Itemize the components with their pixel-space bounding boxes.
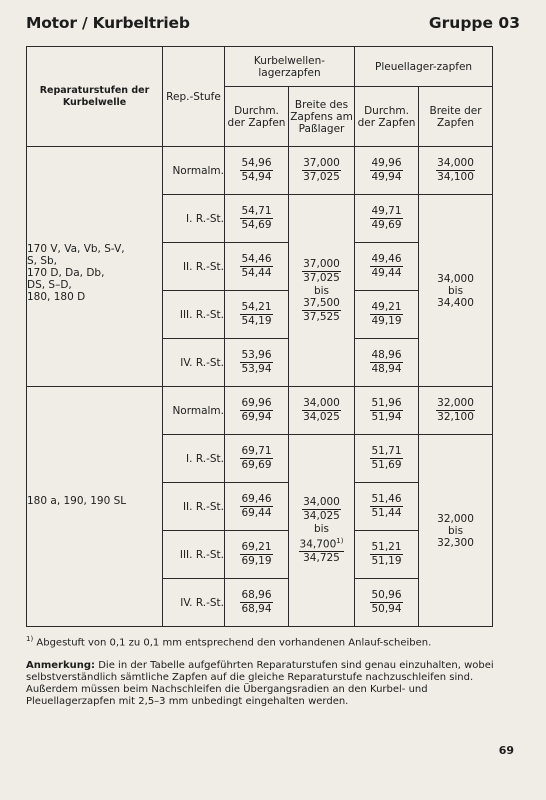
crank-diameter-max: 69,46 — [241, 493, 272, 505]
crank-width-normal-max: 34,000 — [303, 397, 340, 409]
conrod-width-from: 34,000 — [437, 272, 474, 285]
crank-diameter — [240, 589, 272, 616]
rep-stage: I. R.-St. — [163, 195, 225, 243]
repair-stages-table — [26, 46, 493, 627]
crank-diameter-max: 54,96 — [241, 157, 272, 169]
conrod-width-to: 34,400 — [437, 296, 474, 309]
conrod-diameter — [370, 157, 402, 184]
crank-diameter-min: 54,44 — [241, 267, 272, 279]
conrod-width-to: 32,300 — [437, 536, 474, 549]
crank-diameter-min: 69,94 — [241, 411, 272, 423]
rep-stage: IV. R.-St. — [163, 579, 225, 627]
conrod-diameter-max: 49,46 — [371, 253, 402, 265]
crank-diameter-cell — [225, 579, 289, 627]
conrod-width-normal — [436, 157, 475, 184]
motor-model-line: 170 V, Va, Vb, S-V, — [27, 243, 125, 255]
header-repair-stages: Reparaturstufen der Kurbelwelle — [27, 47, 163, 147]
conrod-diameter-cell — [355, 147, 419, 195]
rep-stage: II. R.-St. — [163, 243, 225, 291]
motor-models-cell — [27, 147, 163, 387]
crank-diameter — [240, 445, 272, 472]
crank-width-repair-from — [302, 496, 341, 523]
conrod-diameter — [370, 301, 402, 328]
crank-diameter-min: 69,19 — [241, 555, 272, 567]
header-kw-diameter: Durchm. der Zapfen — [225, 87, 289, 147]
conrod-diameter-min: 51,19 — [371, 555, 402, 567]
crank-diameter-min: 69,44 — [241, 507, 272, 519]
table-row — [27, 147, 493, 195]
conrod-diameter-min: 51,44 — [371, 507, 402, 519]
crank-diameter-cell — [225, 483, 289, 531]
page-number: 69 — [498, 744, 514, 757]
table-row — [27, 387, 493, 435]
conrod-width-normal-max: 32,000 — [437, 397, 474, 409]
crank-width-normal-cell — [289, 147, 355, 195]
conrod-width-normal-cell — [419, 387, 493, 435]
crank-width-repair-to — [299, 535, 345, 566]
crank-diameter-max: 53,96 — [241, 349, 272, 361]
crank-width-normal — [302, 397, 341, 424]
crank-diameter-max: 54,46 — [241, 253, 272, 265]
conrod-diameter — [370, 205, 402, 232]
motor-model-line: 180 a, 190, 190 SL — [27, 495, 127, 507]
page-header — [26, 14, 520, 38]
conrod-diameter-cell — [355, 531, 419, 579]
conrod-diameter — [370, 445, 402, 472]
conrod-diameter-cell — [355, 291, 419, 339]
crank-width-from-max: 37,000 — [303, 257, 340, 270]
crank-diameter-min: 54,19 — [241, 315, 272, 327]
conrod-diameter — [370, 397, 402, 424]
range-word: bis — [447, 524, 464, 537]
crank-width-normal-min: 34,025 — [303, 411, 340, 423]
crank-diameter-cell — [225, 291, 289, 339]
conrod-diameter-min: 49,19 — [371, 315, 402, 327]
conrod-width-normal-min: 34,100 — [437, 171, 474, 183]
crank-width-to-max — [302, 297, 341, 311]
footnote-marker: 1) — [26, 635, 34, 643]
crank-width-from-min: 37,025 — [303, 271, 340, 284]
conrod-width-repair-cell — [419, 435, 493, 627]
rep-stage: IV. R.-St. — [163, 339, 225, 387]
conrod-width-repair-cell — [419, 195, 493, 387]
conrod-diameter-min: 48,94 — [371, 363, 402, 375]
footnote-text: Abgestuft von 0,1 zu 0,1 mm entsprechend den vorhandenen Anlauf-scheiben. — [36, 637, 432, 649]
header-kw-width: Breite des Zapfens am Paßlager — [289, 87, 355, 147]
rep-stage: Normalm. — [163, 147, 225, 195]
conrod-diameter-max: 49,71 — [371, 205, 402, 217]
crank-diameter — [240, 349, 272, 376]
conrod-diameter — [370, 253, 402, 280]
crank-diameter-min: 53,94 — [241, 363, 272, 375]
conrod-diameter-min: 49,44 — [371, 267, 402, 279]
rep-stage: III. R.-St. — [163, 531, 225, 579]
conrod-diameter-max: 50,96 — [371, 589, 402, 601]
conrod-diameter — [370, 493, 402, 520]
conrod-diameter-min: 50,94 — [371, 603, 402, 615]
conrod-diameter-max: 49,21 — [371, 301, 402, 313]
crank-width-repair-from — [302, 258, 341, 285]
rep-stage: III. R.-St. — [163, 291, 225, 339]
crank-diameter — [240, 157, 272, 184]
conrod-diameter-max: 49,96 — [371, 157, 402, 169]
motor-model-line: DS, S–D, — [27, 279, 72, 291]
crank-diameter-max: 69,96 — [241, 397, 272, 409]
crank-width-to-max-value: 37,500 — [303, 296, 340, 309]
motor-model-line: 170 D, Da, Db, — [27, 267, 105, 279]
crank-width-repair-cell — [289, 435, 355, 627]
crank-diameter — [240, 205, 272, 232]
crank-diameter-max: 68,96 — [241, 589, 272, 601]
crank-width-normal-min: 37,025 — [303, 171, 340, 183]
crank-diameter-min: 54,69 — [241, 219, 272, 231]
range-word: bis — [447, 284, 464, 297]
conrod-diameter-max: 51,96 — [371, 397, 402, 409]
footnote-ref: 1) — [336, 536, 344, 545]
header-rep-stage: Rep.-Stufe — [163, 47, 225, 147]
crank-diameter-max: 54,21 — [241, 301, 272, 313]
conrod-diameter-min: 51,94 — [371, 411, 402, 423]
conrod-diameter-cell — [355, 387, 419, 435]
crank-width-from-max: 34,000 — [303, 495, 340, 508]
conrod-width-normal-min: 32,100 — [437, 411, 474, 423]
crank-diameter-min: 68,94 — [241, 603, 272, 615]
crank-diameter-min: 69,69 — [241, 459, 272, 471]
conrod-diameter-cell — [355, 339, 419, 387]
conrod-diameter-cell — [355, 483, 419, 531]
crank-diameter — [240, 253, 272, 280]
crank-diameter-min: 54,94 — [241, 171, 272, 183]
motor-model-line: 180, 180 D — [27, 291, 86, 303]
conrod-width-normal-max: 34,000 — [437, 157, 474, 169]
conrod-width-from: 32,000 — [437, 512, 474, 525]
crank-diameter-cell — [225, 243, 289, 291]
crank-width-normal-max: 37,000 — [303, 157, 340, 169]
header-pl-diameter: Durchm. der Zapfen — [355, 87, 419, 147]
footnote — [26, 633, 520, 649]
conrod-diameter — [370, 589, 402, 616]
conrod-diameter-min: 51,69 — [371, 459, 402, 471]
header-conrod-journal: Pleuellager-zapfen — [355, 47, 493, 87]
conrod-diameter — [370, 541, 402, 568]
conrod-diameter-max: 51,21 — [371, 541, 402, 553]
range-word: bis — [313, 522, 330, 535]
crank-diameter — [240, 397, 272, 424]
crank-diameter-cell — [225, 435, 289, 483]
remark-label: Anmerkung: — [26, 660, 96, 671]
rep-stage: II. R.-St. — [163, 483, 225, 531]
motor-models-cell — [27, 387, 163, 627]
crank-width-to-max — [299, 535, 345, 553]
conrod-width-normal — [436, 397, 475, 424]
crank-diameter-cell — [225, 531, 289, 579]
crank-diameter-cell — [225, 339, 289, 387]
section-title: Motor / Kurbeltrieb — [26, 14, 190, 32]
conrod-diameter-max: 51,46 — [371, 493, 402, 505]
conrod-diameter-max: 51,71 — [371, 445, 402, 457]
group-label: Gruppe 03 — [428, 14, 520, 32]
crank-width-repair-to — [302, 297, 341, 324]
crank-diameter-cell — [225, 147, 289, 195]
crank-diameter — [240, 541, 272, 568]
rep-stage: I. R.-St. — [163, 435, 225, 483]
rep-stage: Normalm. — [163, 387, 225, 435]
remark — [26, 660, 520, 708]
motor-model-line: S, Sb, — [27, 255, 58, 267]
crank-diameter-cell — [225, 195, 289, 243]
header-pl-width: Breite der Zapfen — [419, 87, 493, 147]
conrod-diameter — [370, 349, 402, 376]
remark-text: Die in der Tabelle aufgeführten Reparaturstufen sind genau einzuhalten, wobei selbstverständlich sämtliche Zapfen auf die gleiche Reparaturstufe nachzuschleifen sind. Außerdem müssen beim Nachschleifen die Übergangsradien an den Kurbel- und Pleuellagerzapfen mit 2,5–3 mm unbedingt eingehalten werden. — [26, 660, 494, 707]
range-word: bis — [313, 284, 330, 297]
crank-width-to-max-value: 34,700 — [299, 538, 337, 551]
conrod-diameter-min: 49,94 — [371, 171, 402, 183]
conrod-diameter-cell — [355, 243, 419, 291]
header-crank-journal: Kurbelwellen-lagerzapfen — [225, 47, 355, 87]
conrod-diameter-cell — [355, 435, 419, 483]
conrod-diameter-max: 48,96 — [371, 349, 402, 361]
crank-diameter — [240, 301, 272, 328]
crank-diameter-cell — [225, 387, 289, 435]
conrod-diameter-min: 49,69 — [371, 219, 402, 231]
crank-diameter-max: 54,71 — [241, 205, 272, 217]
conrod-width-normal-cell — [419, 147, 493, 195]
crank-width-repair-cell — [289, 195, 355, 387]
crank-width-to-min: 37,525 — [303, 310, 340, 323]
crank-diameter-max: 69,71 — [241, 445, 272, 457]
crank-width-from-min: 34,025 — [303, 509, 340, 522]
crank-diameter-max: 69,21 — [241, 541, 272, 553]
conrod-diameter-cell — [355, 195, 419, 243]
crank-width-normal — [302, 157, 341, 184]
crank-width-normal-cell — [289, 387, 355, 435]
crank-width-to-min: 34,725 — [303, 552, 340, 565]
crank-diameter — [240, 493, 272, 520]
table-body — [27, 147, 493, 627]
conrod-diameter-cell — [355, 579, 419, 627]
